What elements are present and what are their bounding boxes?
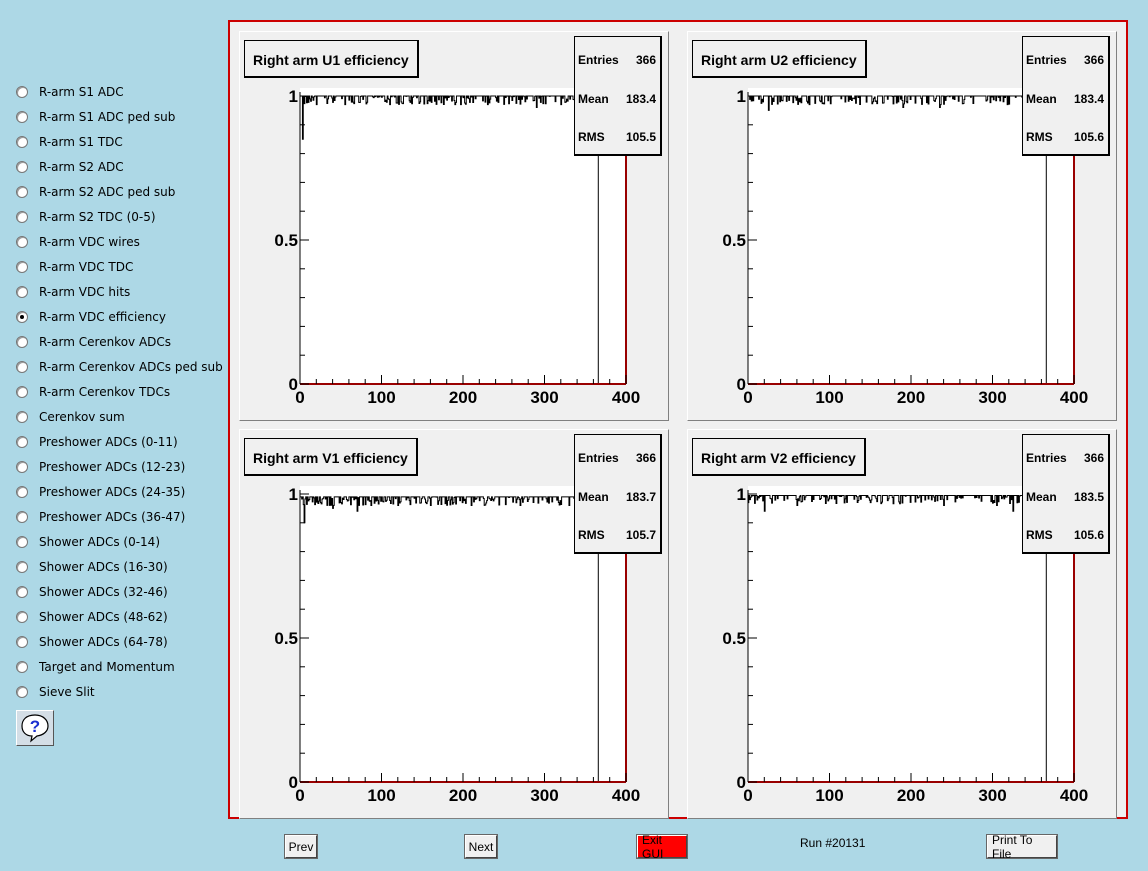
sidebar-option[interactable]: [16, 282, 130, 302]
sidebar-option-label: R-arm S2 TDC (0-5): [39, 210, 156, 224]
radio-button[interactable]: [16, 636, 28, 648]
sidebar-option[interactable]: [16, 557, 168, 577]
stat-row: [578, 130, 656, 146]
stat-row: [1026, 490, 1104, 506]
sidebar-option[interactable]: [16, 632, 168, 652]
stat-name: Entries: [578, 451, 619, 465]
sidebar-option-label: R-arm Cerenkov ADCs: [39, 335, 172, 349]
y-tick-label: 1: [736, 87, 746, 106]
sidebar-option-label: R-arm S2 ADC: [39, 160, 124, 174]
stat-name: Mean: [1026, 490, 1057, 504]
radio-button[interactable]: [16, 511, 28, 523]
radio-button[interactable]: [16, 486, 28, 498]
y-tick-label: 0.5: [722, 629, 746, 648]
sidebar-option-label: R-arm S1 TDC: [39, 135, 123, 149]
stat-value: 183.4: [1073, 92, 1104, 106]
stat-value: 105.6: [1073, 130, 1104, 144]
y-tick-label: 0: [736, 773, 746, 792]
radio-button[interactable]: [16, 286, 28, 298]
statistics-box: [574, 434, 662, 554]
histogram-pad[interactable]: [687, 429, 1117, 819]
sidebar-option[interactable]: [16, 257, 133, 277]
sidebar-option-label: Shower ADCs (32-46): [39, 585, 168, 599]
stat-value: 105.5: [625, 130, 656, 144]
stat-name: Mean: [578, 92, 609, 106]
x-tick-label: 400: [611, 388, 641, 407]
radio-button[interactable]: [16, 586, 28, 598]
radio-button[interactable]: [16, 461, 28, 473]
radio-button[interactable]: [16, 186, 28, 198]
sidebar-option[interactable]: [16, 682, 95, 702]
x-tick-label: 400: [1059, 786, 1089, 805]
stat-row: [1026, 528, 1104, 544]
statistics-box: [1022, 36, 1110, 156]
x-tick-label: 0: [295, 786, 305, 805]
sidebar-option-label: R-arm Cerenkov TDCs: [39, 385, 171, 399]
sidebar-option-label: Shower ADCs (0-14): [39, 535, 161, 549]
stat-name: Entries: [1026, 53, 1067, 67]
sidebar-option-label: Shower ADCs (16-30): [39, 560, 168, 574]
stat-name: Entries: [1026, 451, 1067, 465]
sidebar-option[interactable]: [16, 507, 185, 527]
stat-row: [578, 451, 656, 467]
x-tick-label: 400: [611, 786, 641, 805]
sidebar-option[interactable]: [16, 532, 160, 552]
next-button[interactable]: Next: [465, 835, 497, 858]
sidebar-option[interactable]: [16, 357, 223, 377]
sidebar-option-label: R-arm S1 ADC ped sub: [39, 110, 176, 124]
radio-button[interactable]: [16, 86, 28, 98]
sidebar-option[interactable]: [16, 207, 156, 227]
y-tick-label: 0.5: [274, 629, 298, 648]
radio-button[interactable]: [16, 136, 28, 148]
radio-button[interactable]: [16, 686, 28, 698]
histogram-title: Right arm U2 efficiency: [692, 40, 867, 78]
histogram-title: Right arm V2 efficiency: [692, 438, 866, 476]
radio-button[interactable]: [16, 111, 28, 123]
sidebar-option[interactable]: [16, 607, 168, 627]
x-tick-label: 100: [367, 786, 396, 805]
sidebar-option[interactable]: [16, 107, 175, 127]
radio-button[interactable]: [16, 536, 28, 548]
exit-gui-button[interactable]: Exit GUI: [637, 835, 687, 858]
stat-value: 183.7: [625, 490, 656, 504]
x-tick-label: 300: [530, 786, 559, 805]
stat-row: [1026, 92, 1104, 108]
stat-value: 366: [635, 53, 656, 67]
stat-value: 105.7: [625, 528, 656, 542]
histogram-pad[interactable]: [239, 429, 669, 819]
sidebar-option-label: R-arm Cerenkov ADCs ped sub: [39, 360, 223, 374]
radio-button[interactable]: [16, 561, 28, 573]
stat-row: [578, 528, 656, 544]
sidebar-option[interactable]: [16, 657, 175, 677]
stat-value: 183.4: [625, 92, 656, 106]
sidebar-option-label: Preshower ADCs (0-11): [39, 435, 178, 449]
sidebar-option-label: R-arm S1 ADC: [39, 85, 124, 99]
stat-row: [1026, 130, 1104, 146]
stat-row: [1026, 53, 1104, 69]
x-tick-label: 100: [367, 388, 396, 407]
stat-row: [578, 53, 656, 69]
radio-button[interactable]: [16, 611, 28, 623]
histogram-title: Right arm U1 efficiency: [244, 40, 419, 78]
prev-button[interactable]: Prev: [285, 835, 317, 858]
sidebar-option-label: R-arm VDC hits: [39, 285, 131, 299]
radio-button[interactable]: [16, 336, 28, 348]
stat-name: Mean: [578, 490, 609, 504]
stat-row: [578, 490, 656, 506]
sidebar-option[interactable]: [16, 432, 178, 452]
sidebar-option-label: R-arm VDC efficiency: [39, 310, 167, 324]
statistics-box: [574, 36, 662, 156]
radio-button[interactable]: [16, 386, 28, 398]
x-tick-label: 0: [743, 786, 753, 805]
sidebar-option-label: R-arm S2 ADC ped sub: [39, 185, 176, 199]
sidebar-option[interactable]: [16, 157, 124, 177]
radio-button[interactable]: [16, 161, 28, 173]
stat-name: Mean: [1026, 92, 1057, 106]
y-tick-label: 1: [288, 87, 298, 106]
x-tick-label: 300: [978, 786, 1007, 805]
x-tick-label: 200: [448, 786, 478, 805]
histogram-pad[interactable]: [239, 31, 669, 421]
sidebar-option-label: R-arm VDC wires: [39, 235, 140, 249]
radio-button[interactable]: [16, 261, 28, 273]
radio-button[interactable]: [16, 311, 28, 323]
y-tick-label: 0: [288, 375, 298, 394]
question-mark-icon: [20, 713, 50, 743]
help-button[interactable]: [16, 710, 54, 746]
stat-value: 366: [1083, 451, 1104, 465]
stat-value: 183.5: [1073, 490, 1104, 504]
sidebar-option[interactable]: [16, 482, 185, 502]
y-tick-label: 1: [288, 485, 298, 504]
sidebar-option-label: Shower ADCs (48-62): [39, 610, 168, 624]
canvas-frame: [228, 20, 1128, 819]
x-tick-label: 0: [743, 388, 753, 407]
x-tick-label: 100: [815, 786, 844, 805]
stat-name: RMS: [1026, 130, 1053, 144]
radio-button[interactable]: [16, 361, 28, 373]
x-tick-label: 300: [978, 388, 1007, 407]
x-tick-label: 0: [295, 388, 305, 407]
stat-value: 366: [1083, 53, 1104, 67]
y-tick-label: 0.5: [274, 231, 298, 250]
x-tick-label: 300: [530, 388, 559, 407]
y-tick-label: 1: [736, 485, 746, 504]
stat-name: RMS: [578, 130, 605, 144]
sidebar-option[interactable]: [16, 132, 123, 152]
sidebar-option-label: Preshower ADCs (36-47): [39, 510, 186, 524]
histogram-title: Right arm V1 efficiency: [244, 438, 418, 476]
stat-name: RMS: [578, 528, 605, 542]
radio-button[interactable]: [16, 661, 28, 673]
radio-button[interactable]: [16, 211, 28, 223]
x-tick-label: 400: [1059, 388, 1089, 407]
radio-button[interactable]: [16, 411, 28, 423]
stat-value: 366: [635, 451, 656, 465]
sidebar-option[interactable]: [16, 382, 170, 402]
stat-row: [578, 92, 656, 108]
x-tick-label: 200: [448, 388, 478, 407]
sidebar-option-label: Preshower ADCs (12-23): [39, 460, 186, 474]
sidebar-option[interactable]: [16, 182, 175, 202]
stat-name: RMS: [1026, 528, 1053, 542]
sidebar-option-label: Sieve Slit: [39, 685, 95, 699]
sidebar-option[interactable]: [16, 307, 166, 327]
sidebar-option[interactable]: [16, 457, 185, 477]
x-tick-label: 200: [896, 786, 926, 805]
sidebar-option-label: R-arm VDC TDC: [39, 260, 134, 274]
sidebar-option-label: Preshower ADCs (24-35): [39, 485, 186, 499]
x-tick-label: 200: [896, 388, 926, 407]
y-tick-label: 0: [288, 773, 298, 792]
sidebar-option[interactable]: [16, 407, 125, 427]
sidebar-option[interactable]: [16, 332, 171, 352]
sidebar-option[interactable]: [16, 82, 124, 102]
stat-name: Entries: [578, 53, 619, 67]
radio-button[interactable]: [16, 436, 28, 448]
radio-button[interactable]: [16, 236, 28, 248]
sidebar-option-label: Cerenkov sum: [39, 410, 125, 424]
stat-row: [1026, 451, 1104, 467]
sidebar-option[interactable]: [16, 232, 140, 252]
y-tick-label: 0: [736, 375, 746, 394]
y-tick-label: 0.5: [722, 231, 746, 250]
svg-text:?: ?: [29, 717, 41, 736]
sidebar-option-label: Shower ADCs (64-78): [39, 635, 168, 649]
run-number-label: Run #20131: [800, 836, 866, 850]
histogram-pad[interactable]: [687, 31, 1117, 421]
statistics-box: [1022, 434, 1110, 554]
sidebar-option[interactable]: [16, 582, 168, 602]
stat-value: 105.6: [1073, 528, 1104, 542]
sidebar-option-label: Target and Momentum: [39, 660, 175, 674]
print-to-file-button[interactable]: Print To File: [987, 835, 1057, 858]
x-tick-label: 100: [815, 388, 844, 407]
